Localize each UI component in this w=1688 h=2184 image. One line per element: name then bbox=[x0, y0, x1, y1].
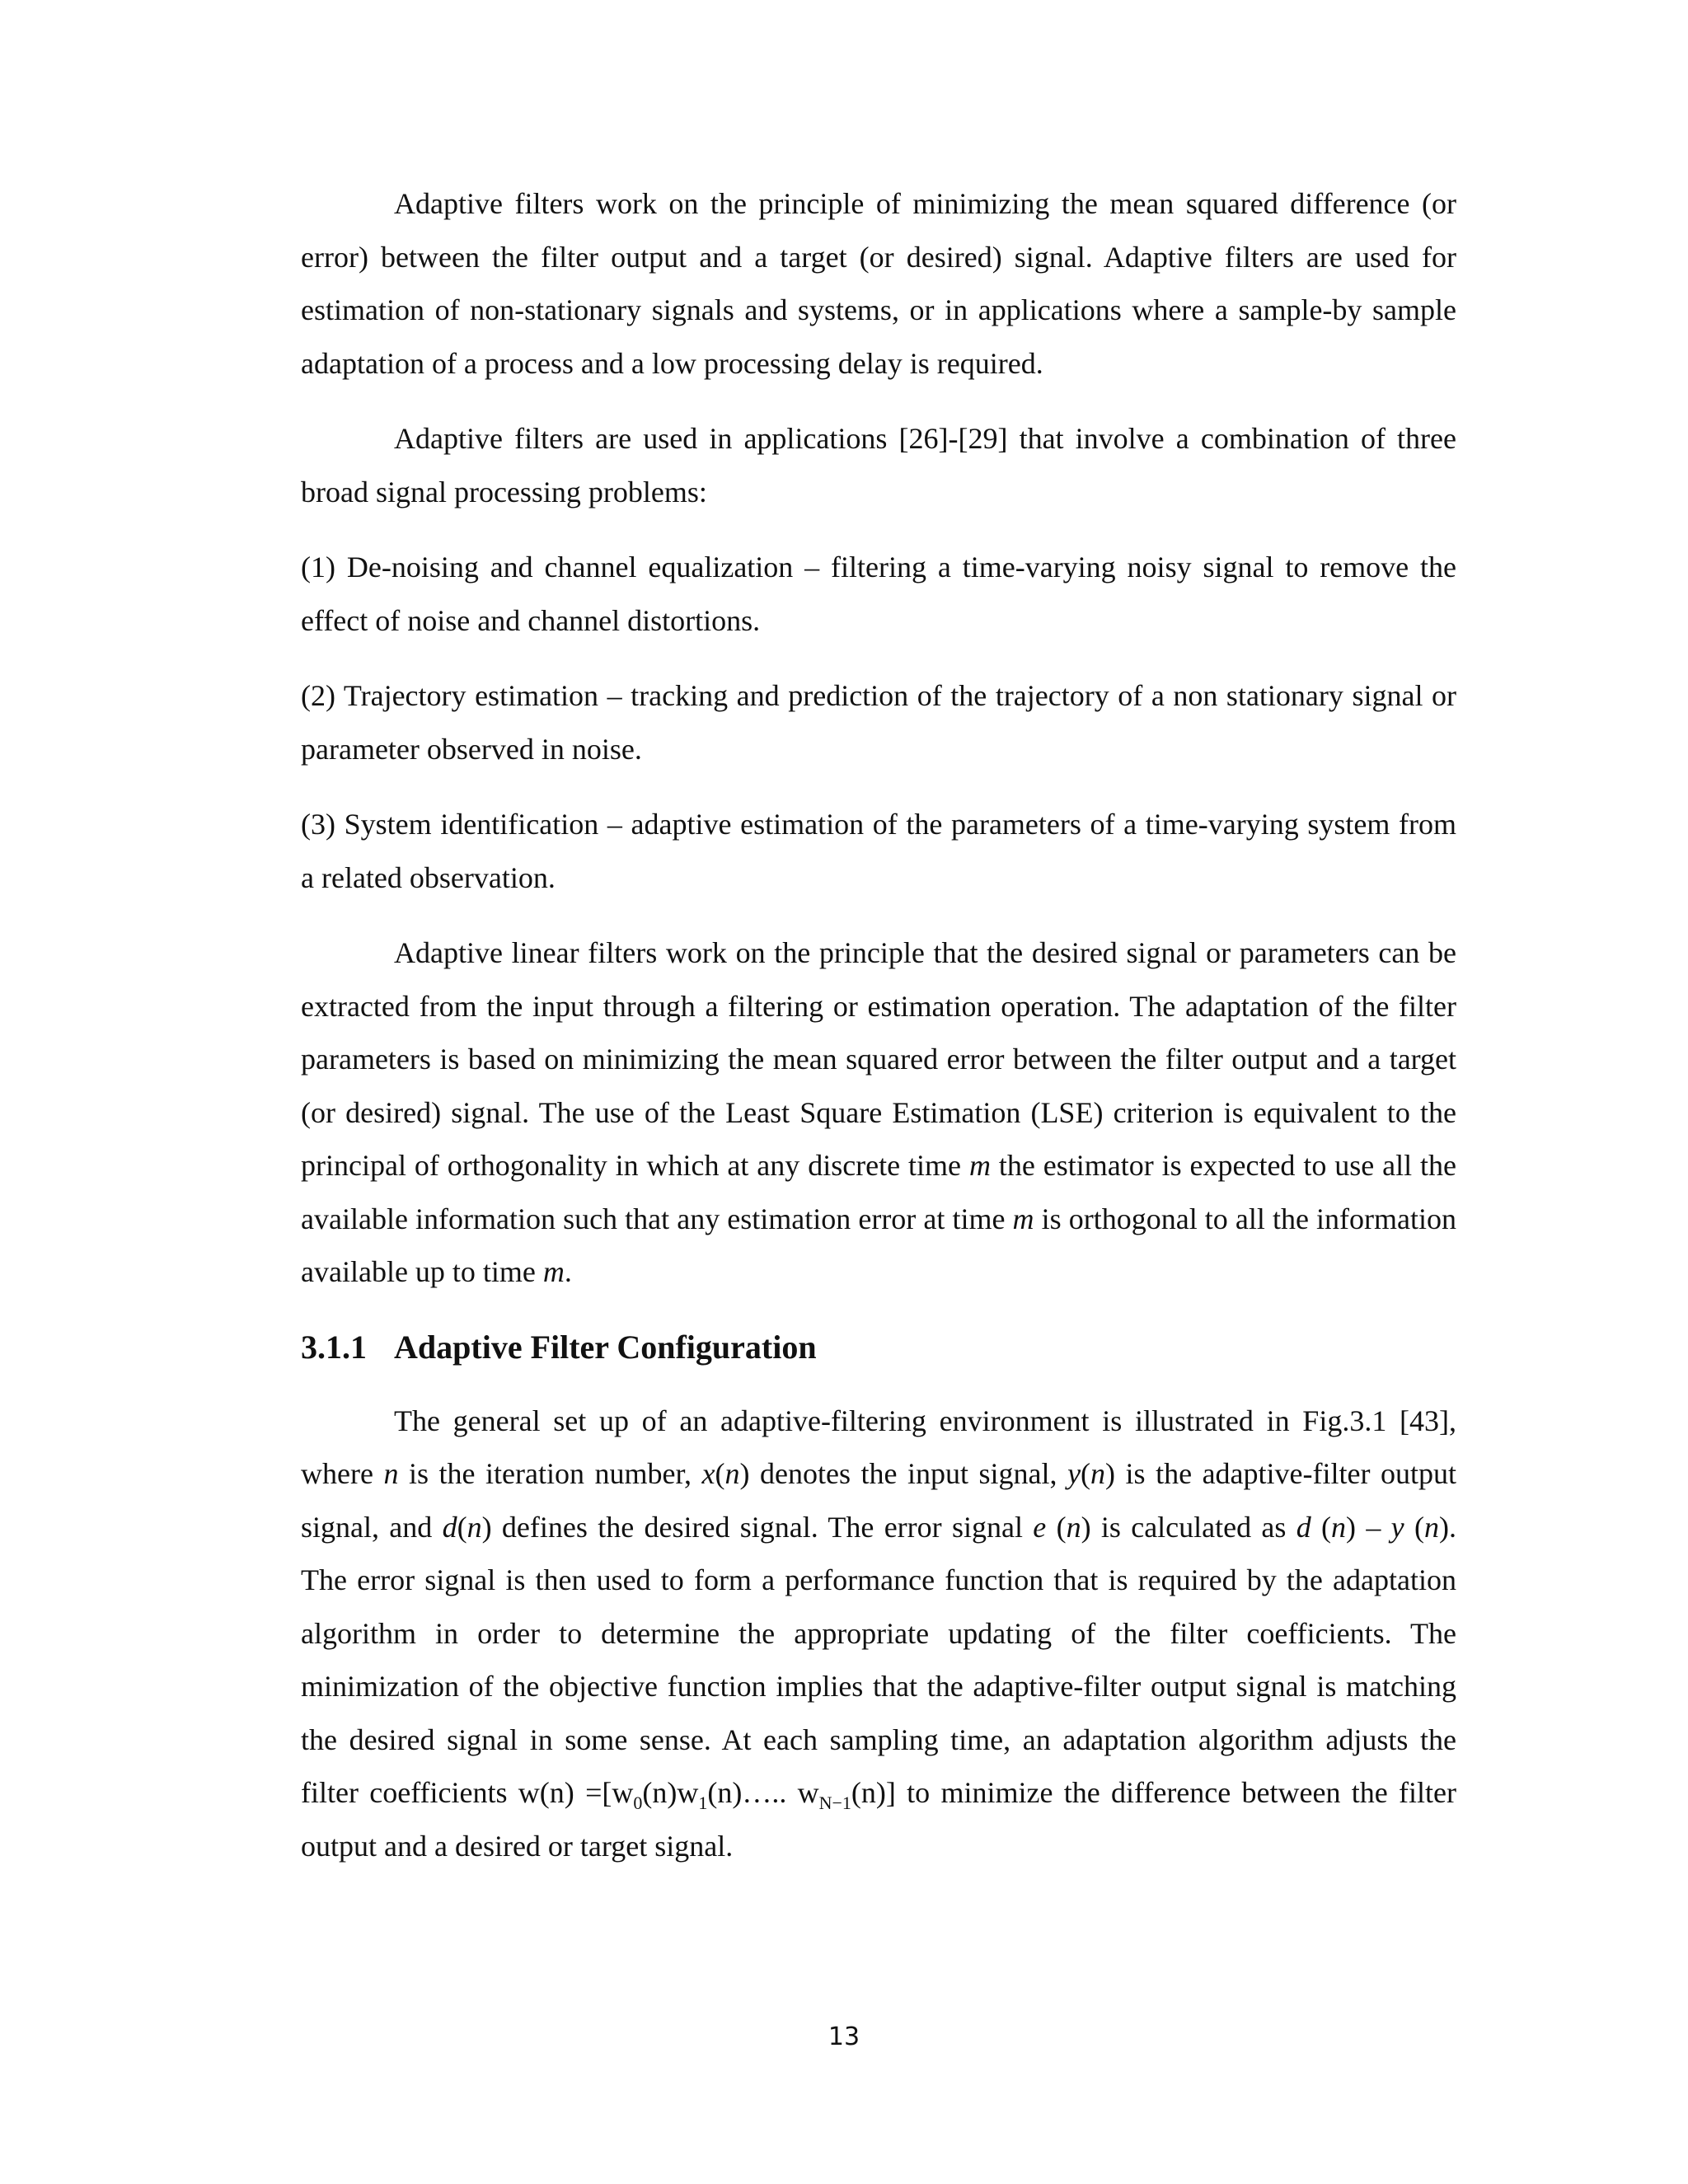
section-title: Adaptive Filter Configuration bbox=[394, 1328, 817, 1366]
paragraph-adaptive-linear-filters: Adaptive linear filters work on the principle that the desired signal or parameters can be extracted from the input through a filtering or estimation operation. The adaptation of the filter parameters is based on minimizing the mean squared error between the filter output and a target (or desired) signal. The use of the Least Square Estimation (LSE) criterion is equivalent to the principal of orthogonality in which at any discrete time m the estimator is expected to use all the available information such that any estimation error at time m is orthogonal to all the information available up to time m. bbox=[301, 936, 1457, 1288]
paragraph-intro: Adaptive filters work on the principle of minimizing the mean squared difference (or error) between the filter output and a target (or desired) signal. Adaptive filters are used for estimation of non-stationary signals and systems, or in applications where a sample-by sample adaptation of a process and a low processing delay is required. bbox=[301, 187, 1456, 380]
section-heading bbox=[301, 1321, 1456, 1374]
page-body bbox=[301, 177, 1456, 1872]
section-number: 3.1.1 bbox=[301, 1328, 367, 1366]
list-item-trajectory: (2) Trajectory estimation – tracking and prediction of the trajectory of a non stationary signal or parameter observed in noise. bbox=[301, 679, 1456, 766]
list-item-system-identification: (3) System identification – adaptive estimation of the parameters of a time-varying system from a related observation. bbox=[301, 808, 1456, 894]
page-number: 13 bbox=[828, 2022, 860, 2051]
paragraph-applications: Adaptive filters are used in applications [26]-[29] that involve a combination of three broad signal processing problems: bbox=[301, 422, 1456, 509]
list-item-denoising: (1) De-noising and channel equalization – filtering a time-varying noisy signal to remove the effect of noise and channel distortions. bbox=[301, 551, 1456, 637]
paragraph-filter-configuration: The general set up of an adaptive-filtering environment is illustrated in Fig.3.1 [43], where n is the iteration number, x(n) denotes the input signal, y(n) is the adaptive-filter output signal, and d(n) defines the desired signal. The error signal e (n) is calculated as d (n) – y (n). The error signal is then used to form a performance function that is required by the adaptation algorithm in order to determine the appropriate updating of the filter coefficients. The minimization of the objective function implies that the adaptive-filter output signal is matching the desired signal in some sense. At each sampling time, an adaptation algorithm adjusts the filter coefficients $w(n) =[w_0(n)w_1(n)\dots$.. $w_{N-1}(n)$] to minimize the difference between the filter output and a desired or target signal. bbox=[301, 1404, 1456, 1863]
